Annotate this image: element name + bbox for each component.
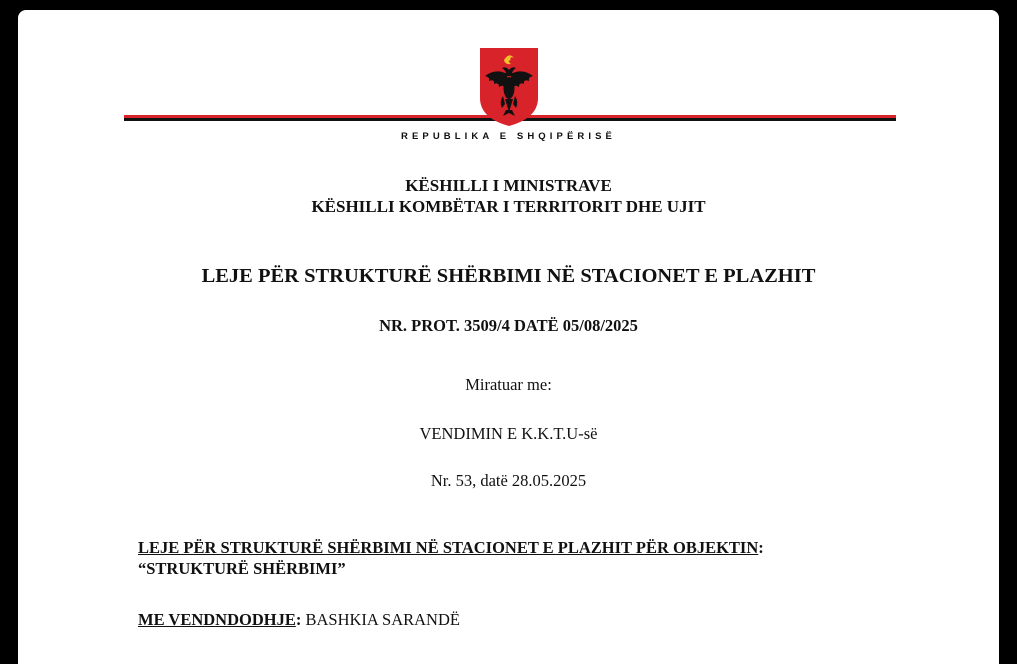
decision-number: Nr. 53, datë 28.05.2025 xyxy=(430,471,587,490)
approved-with-label: Miratuar me: xyxy=(465,375,552,394)
institution-block xyxy=(18,175,999,217)
object-section xyxy=(138,537,938,579)
institution-line-2: KËSHILLI KOMBËTAR I TERRITORIT DHE UJIT xyxy=(311,197,706,216)
country-name: REPUBLIKA E SHQIPËRISË xyxy=(401,131,616,142)
location-colon: : xyxy=(295,610,302,629)
object-heading xyxy=(138,537,938,558)
decision-reference: VENDIMIN E K.K.T.U-së xyxy=(419,424,598,443)
location-line xyxy=(138,610,460,630)
object-label: LEJE PËR STRUKTURË SHËRBIMI NË STACIONET E PLAZHIT PËR OBJEKTIN xyxy=(138,538,759,557)
location-label: ME VENDNDODHJE xyxy=(138,610,296,629)
object-value: “STRUKTURË SHËRBIMI” xyxy=(138,559,346,578)
document-title: LEJE PËR STRUKTURË SHËRBIMI NË STACIONET E PLAZHIT xyxy=(201,265,816,287)
protocol-number: NR. PROT. 3509/4 DATË 05/08/2025 xyxy=(379,316,638,335)
albanian-eagle-emblem-icon xyxy=(478,46,540,128)
document-page xyxy=(18,10,999,664)
institution-line-1: KËSHILLI I MINISTRAVE xyxy=(405,176,612,195)
object-colon: : xyxy=(758,538,764,557)
location-value: BASHKIA SARANDË xyxy=(301,610,460,629)
